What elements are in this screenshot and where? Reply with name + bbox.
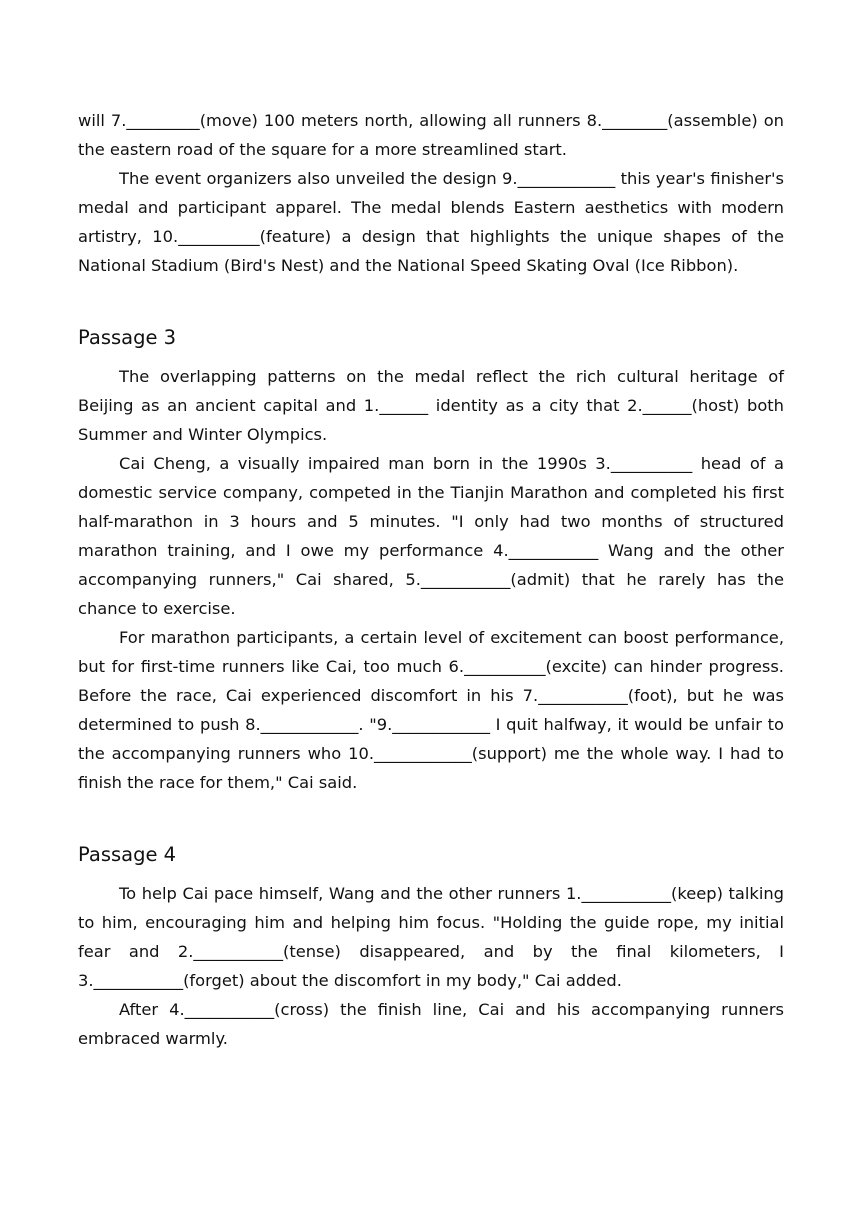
passage-2-continuation xyxy=(78,106,784,280)
paragraph: After 4.___________(cross) the finish line, Cai and his accompanying runners embraced warmly. xyxy=(78,1000,784,1048)
section-spacer xyxy=(78,797,784,841)
heading-spacer xyxy=(78,869,784,879)
heading-spacer xyxy=(78,352,784,362)
paragraph: will 7._________(move) 100 meters north, allowing all runners 8.________(assemble) on the eastern road of the square for a more streamlined start. xyxy=(78,111,784,159)
paragraph: Cai Cheng, a visually impaired man born in the 1990s 3.__________ head of a domestic service company, competed in the Tianjin Marathon and completed his first half-marathon in 3 hours and 5 minutes. "I only had two months of structured marathon training, and I owe my performance 4.___________ Wang and the other accompanying runners," Cai shared, 5.___________(admit) that he rarely has the chance to exercise. xyxy=(78,454,784,618)
paragraph: For marathon participants, a certain level of excitement can boost performance, but for first-time runners like Cai, too much 6.__________(excite) can hinder progress. Before the race, Cai experienced discomfort in his 7.___________(foot), but he was determined to push 8.____________. "9.____________ I quit halfway, it would be unfair to the accompanying runners who 10.____________(support) me the whole way. I had to finish the race for them," Cai said. xyxy=(78,628,784,792)
paragraph: The overlapping patterns on the medal reflect the rich cultural heritage of Beijing as an ancient capital and 1.______ identity as a city that 2.______(host) both Summer and Winter Olympics. xyxy=(78,367,784,444)
section-spacer xyxy=(78,280,784,324)
passage-heading: Passage 4 xyxy=(78,843,177,866)
passage-heading: Passage 3 xyxy=(78,326,177,349)
passage-4 xyxy=(78,841,784,1053)
document-page xyxy=(78,106,784,1053)
passage-3 xyxy=(78,324,784,797)
paragraph: To help Cai pace himself, Wang and the other runners 1.___________(keep) talking to him, encouraging him and helping him focus. "Holding the guide rope, my initial fear and 2.___________(tense) disappeared, and by the final kilometers, I 3.___________(forget) about the discomfort in my body," Cai added. xyxy=(78,884,784,990)
paragraph: The event organizers also unveiled the design 9.____________ this year's finisher's medal and participant apparel. The medal blends Eastern aesthetics with modern artistry, 10.__________(feature) a design that highlights the unique shapes of the National Stadium (Bird's Nest) and the National Speed Skating Oval (Ice Ribbon). xyxy=(78,169,784,275)
